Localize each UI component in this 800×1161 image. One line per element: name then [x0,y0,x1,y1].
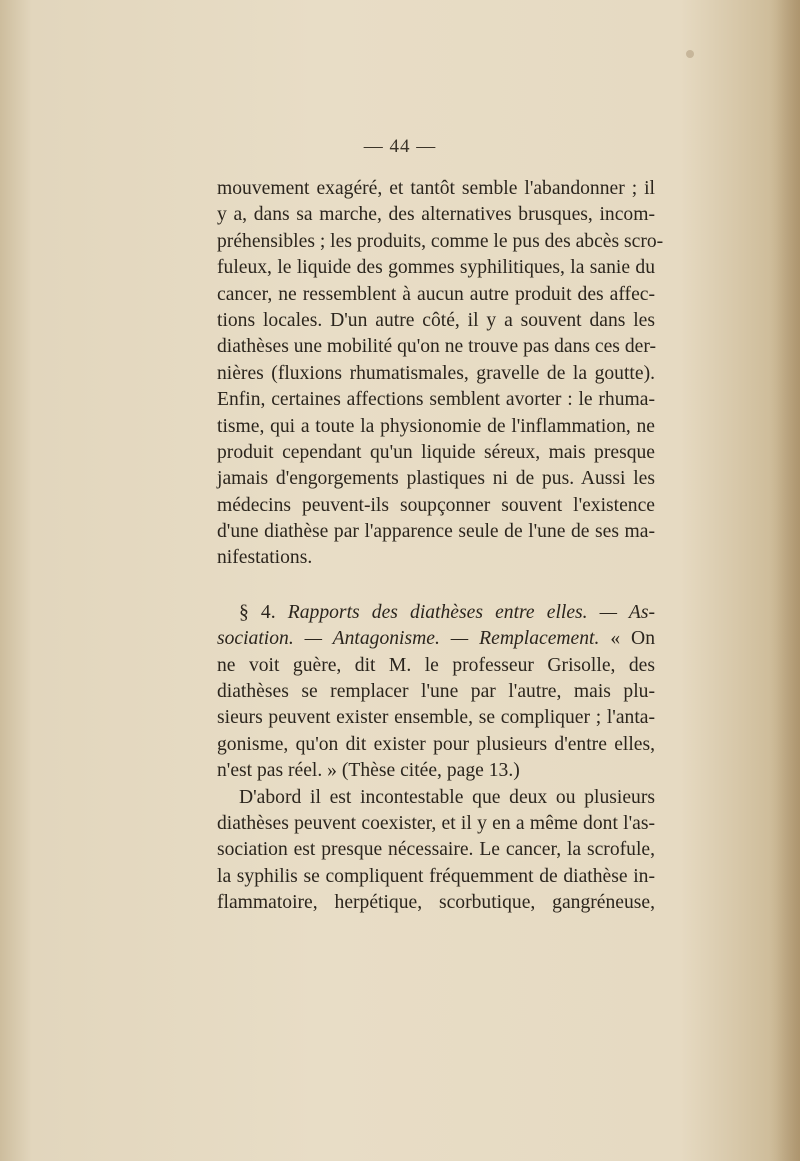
text-line: diathèses peuvent coexister, et il y en a même dont l'as- [217,812,655,834]
text-line: gonisme, qu'on dit exister pour plusieurs d'entre elles, [217,733,655,755]
text-line: la syphilis se compliquent fréquemment de diathèse in- [217,865,655,887]
quote-start: « On [610,628,655,650]
text-line: ne voit guère, dit M. le professeur Grisolle, des [217,654,655,676]
text-line: tions locales. D'un autre côté, il y a souvent dans les [217,309,655,331]
text-line: n'est pas réel. » (Thèse citée, page 13.) [217,760,520,782]
text-line: préhensibles ; les produits, comme le pus des abcès scro- [217,230,664,252]
text-line: diathèses se remplacer l'une par l'autre, mais plu- [217,681,655,703]
section-heading-line [217,600,655,626]
text-line: fuleux, le liquide des gommes syphilitiques, la sanie du [217,257,655,279]
text-line: nières (fluxions rhumatismales, gravelle de la goutte). [217,362,655,384]
section-title: Rapports des diathèses entre elles. — As- [287,601,656,623]
text-line: sieurs peuvent exister ensemble, se compliquer ; l'anta- [217,707,655,729]
page-edge-shadow [770,0,800,1161]
text-line: diathèses une mobilité qu'on ne trouve pas dans ces der- [217,336,656,358]
text-line: cancer, ne ressemblent à aucun autre produit des affec- [217,283,655,305]
paper-spot [686,50,694,58]
section-subtitle: sociation. — Antagonisme. — Remplacement. [217,628,600,650]
text-line: sociation est presque nécessaire. Le cancer, la scrofule, [217,839,655,861]
text-line: d'une diathèse par l'apparence seule de l'une de ses ma- [217,521,655,543]
text-line: mouvement exagéré, et tantôt semble l'abandonner ; il [217,178,655,199]
section-heading-line [217,626,655,652]
text-line: y a, dans sa marche, des alternatives brusques, incom- [217,204,655,226]
text-line: produit cependant qu'un liquide séreux, mais presque [217,441,655,463]
text-line: tisme, qui a toute la physionomie de l'inflammation, ne [217,415,655,437]
section-number: § 4. [239,601,276,623]
page-body [217,176,664,917]
text-line: flammatoire, herpétique, scorbutique, gangréneuse, [217,892,655,914]
text-line: Enfin, certaines affections semblent avorter : le rhuma- [217,389,655,411]
page-number: — 44 — [363,136,437,157]
text-line: nifestations. [217,547,313,569]
text-line: médecins peuvent-ils soupçonner souvent l'existence [217,494,655,516]
text-line: D'abord il est incontestable que deux ou plusieurs [239,786,655,808]
text-line: jamais d'engorgements plastiques ni de pus. Aussi les [217,468,655,490]
paragraph-gap [217,572,655,600]
